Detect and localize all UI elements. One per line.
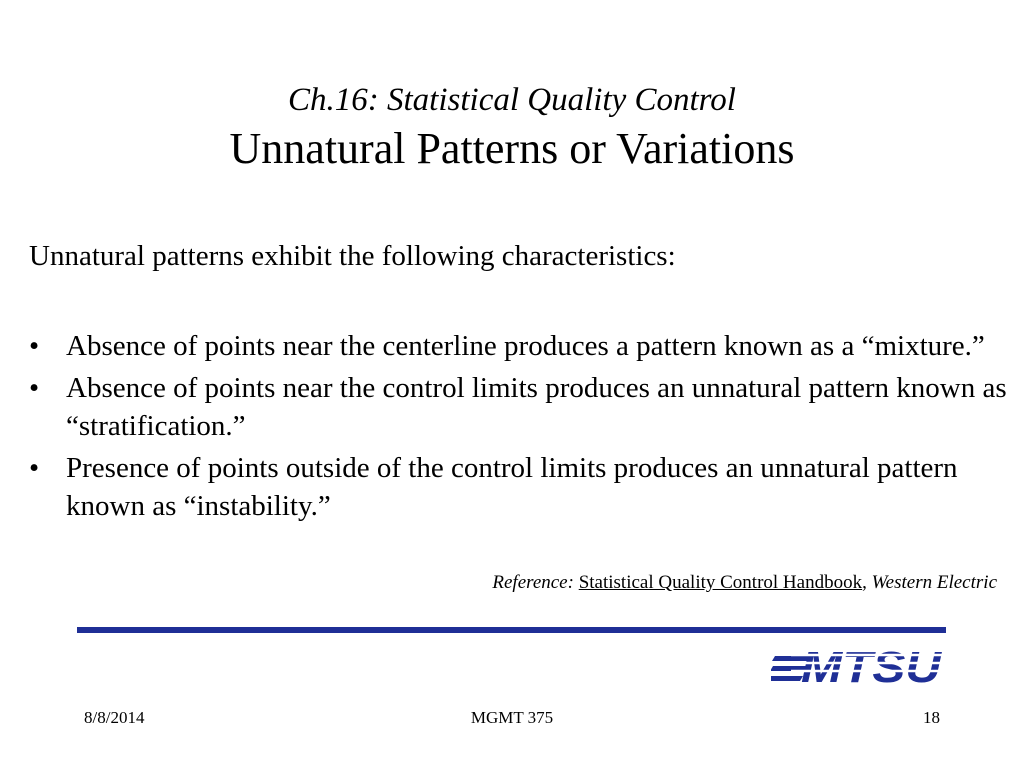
reference-title: Statistical Quality Control Handbook xyxy=(578,572,863,593)
title-block xyxy=(0,78,1024,176)
bullet-marker: • xyxy=(29,330,40,362)
slide-title: Unnatural Patterns or Variations xyxy=(229,124,795,173)
bullet-item xyxy=(29,369,1009,445)
intro-text: Unnatural patterns exhibit the following characteristics: xyxy=(29,240,676,272)
bullet-item xyxy=(29,449,1009,525)
slide-subtitle: Ch.16: Statistical Quality Control xyxy=(288,82,736,118)
bullet-list xyxy=(29,327,1009,529)
bullet-marker: • xyxy=(29,452,40,484)
reference-publisher: Western Electric xyxy=(871,572,997,593)
bullet-text: Absence of points near the centerline produces a pattern known as a “mixture.” xyxy=(66,330,985,362)
footer-date: 8/8/2014 xyxy=(84,708,145,727)
reference-label: Reference: xyxy=(492,572,574,593)
bullet-marker: • xyxy=(29,372,40,404)
reference-separator: , xyxy=(862,572,867,593)
logo-text: MTSU xyxy=(801,643,943,688)
mtsu-logo xyxy=(771,640,946,688)
footer-divider xyxy=(77,627,946,633)
bullet-item xyxy=(29,327,1009,365)
footer-course: MGMT 375 xyxy=(470,708,554,727)
bullet-text: Absence of points near the control limits produces an unnatural pattern known as “stratification.” xyxy=(66,372,1007,442)
bullet-text: Presence of points outside of the control limits produces an unnatural pattern known as “instability.” xyxy=(66,452,958,522)
reference-citation xyxy=(492,570,997,596)
footer-page-number: 18 xyxy=(923,708,940,727)
